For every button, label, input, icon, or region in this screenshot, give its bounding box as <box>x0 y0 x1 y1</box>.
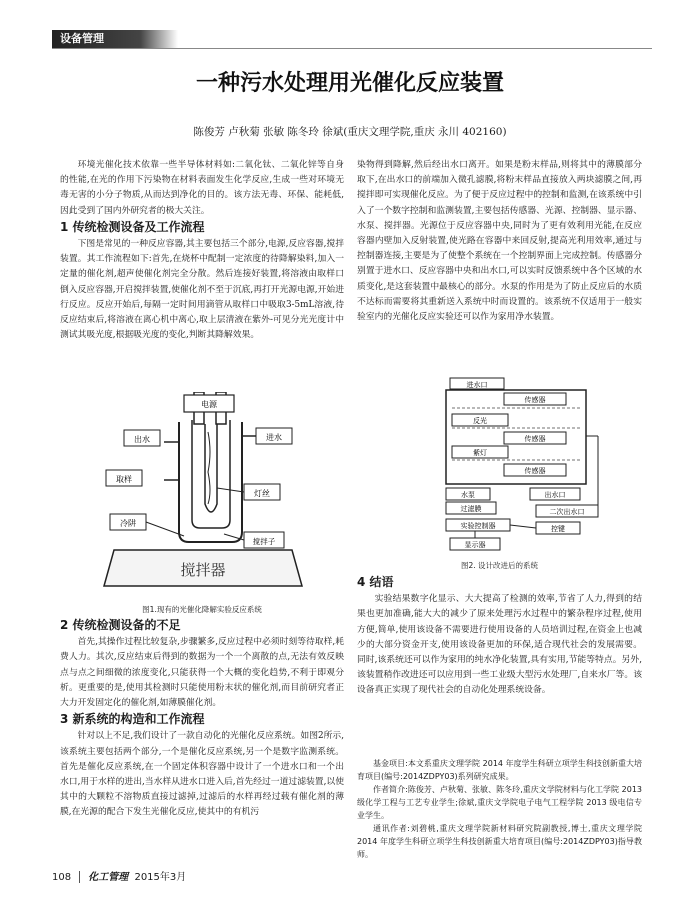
outer-vessel <box>179 422 242 542</box>
fig2-label-filter: 过滤膜 <box>460 505 482 513</box>
right-column-bottom <box>357 574 642 699</box>
fig2-label-second-outlet: 二次出水口 <box>549 508 585 516</box>
section-tab: 设备管理 <box>52 30 178 48</box>
author-bio: 作者简介:陈俊芳、卢秋菊、张敏、陈冬玲,重庆文学院材料与化工学院 2013 级化学工程与工艺专业学生;徐斌,重庆文学院电子电气工程学院 2013 级电信专业学生。 <box>357 785 642 820</box>
intro-paragraph: 环境光催化技术依靠一些半导体材料如:二氧化钛、二氧化锌等自身的性能,在光的作用下污染物在材料表面发生化学反应,生成一些对环境无毒无害的小分子物质,从而达到净化的目的。该方法无毒、环保、能耗低,因此受到了国内外研究者的极大关注。 <box>60 160 344 216</box>
left-column-top <box>60 158 344 343</box>
journal-name: 化工管理 <box>88 872 129 883</box>
footer-separator <box>79 871 80 883</box>
fig2-label-sensor-1: 传感器 <box>524 396 546 404</box>
section-2-text: 首先,其操作过程比较复杂,步骤繁多,反应过程中必须时刻等待取样,耗费人力。其次,反应结束后得到的数据为一个一个离散的点,无法有效反映点与点之间细微的浓度变化,只能获得一个大概的变化趋势,不利于即观分析。更重要的是,使用其检测时只能使用粉末状的催化剂,而目前研究者正大力开发固定化的催化剂,如薄膜催化剂。 <box>60 637 344 709</box>
figure-2-caption: 图2. 设计改进后的系统 <box>460 561 539 570</box>
section-4-text: 实验结果数字化显示、大大提高了检测的效率,节省了人力,得到的结果也更加准确,能大大的减少了原来处理污水过程中的繁杂程序过程,使用方便,简单,使用该设备不需要进行使用设备的人员培训过程,在资金上也减少的大部分资金开支,使用该设备更加的环保,适合现代社会的发展需要。同时,该系统还可以作为家用的纯水净化装置,具有实用,节能等特点。另外,该装置稍作改进还可以应用到一些工业级大型污水处理厂,自来水厂等。该设备真正实现了现代社会的自动化处理系统设备。 <box>357 594 642 696</box>
top-rule <box>52 48 652 49</box>
figure-1 <box>84 392 334 602</box>
article-title: 一种污水处理用光催化反应装置 <box>195 71 504 96</box>
fig2-label-stirrer: 控键 <box>551 525 565 533</box>
fig2-label-reflector: 反光 <box>473 417 487 425</box>
page-number: 108 <box>52 872 72 883</box>
lamp-filament <box>205 424 217 512</box>
fig2-label-controller: 实验控制器 <box>460 522 496 530</box>
fig2-label-sensor-3: 传感器 <box>524 467 546 475</box>
fig2-label-display: 显示器 <box>464 541 486 549</box>
fig2-label-inlet: 进水口 <box>466 381 488 389</box>
issue-date: 2015年3月 <box>134 872 187 883</box>
fig2-label-outlet: 出水口 <box>544 491 566 499</box>
page-footer <box>52 868 186 883</box>
fig2-label-pump: 水泵 <box>461 491 475 499</box>
section-3-heading: 3 新系统的构造和工作流程 <box>60 712 205 727</box>
figure-1-caption: 图1.现有的光催化降解实验反应系统 <box>142 605 262 614</box>
fig2-link-controller-stirrer <box>510 525 536 528</box>
section-1-heading: 1 传统检测设备及工作流程 <box>60 219 205 234</box>
right-column-top <box>357 158 642 325</box>
label-cool: 冷阱 <box>120 519 136 528</box>
section-3-text: 针对以上不足,我们设计了一款自动化的光催化反应系统。如图2所示,该系统主要包括两个部分,一个是催化反应系统,另一个是数字监测系统。首先是催化反应系统,在一个固定体积容器中设计了一个进水口和一个出水口,用于水样的进出,当水样从进水口进入后,首先经过一道过滤装置,以使其中的大颗粒不溶物质直接过滤掉,过滤后的水样再经过载有催化剂的薄膜,在光源的配合下发生光催化反应,使其中的有机污 <box>60 731 344 818</box>
fig2-label-sensor-2: 传感器 <box>524 435 546 443</box>
fund-notes <box>357 757 642 861</box>
section-2-heading: 2 传统检测设备的不足 <box>60 618 181 632</box>
figure-2-diagram <box>410 376 610 556</box>
label-stir-bar: 搅拌子 <box>252 537 276 546</box>
figure-1-diagram <box>84 392 334 602</box>
label-stirrer: 搅拌器 <box>180 561 226 579</box>
section-4-heading: 4 结语 <box>357 575 394 589</box>
label-lamp: 灯丝 <box>254 489 270 498</box>
section-1-text: 下图是常见的一种反应容器,其主要包括三个部分,电源,反应容器,搅拌装置。其工作流程如下:首先,在烧杯中配制一定浓度的待降解染料,加入一定量的催化剂,超声使催化剂完全分散。然后连接好装置,将溶液由取样口倒入反应容器,开启搅拌装置,使催化剂不至于沉底,再打开光源电源,开始进行反应。反应开始后,每隔一定时间用滴管从取样口中吸取3-5mL溶液,待反应结束后,将溶液在离心机中离心,取上层清液在紫外-可见分光光度计中测试其吸光度,根据吸光度的变化,判断其降解效果。 <box>60 239 344 341</box>
fig2-label-lamp: 紫灯 <box>473 449 487 457</box>
article-authors: 陈俊芳 卢秋菊 张敏 陈冬玲 徐斌(重庆文理学院,重庆 永川 402160) <box>193 126 507 138</box>
left-column-bottom <box>60 617 344 821</box>
label-inlet: 进水 <box>266 433 282 442</box>
corresponding-author: 通讯作者:刘碧桃,重庆文理学院新材料研究院副教授,博士,重庆文理学院 2014 年度学生科研立项学生科技创新重大培育项目(编号:2014ZDPY03)指导教师。 <box>357 824 642 859</box>
figure-2 <box>410 376 610 556</box>
label-sample: 取样 <box>116 475 132 484</box>
filament-coil <box>208 432 210 504</box>
fund-info: 基金项目:本文系重庆文理学院 2014 年度学生科研立项学生科技创新重大培育项目(编号:2014ZDPY03)系列研究成果。 <box>357 759 642 781</box>
label-power: 电源 <box>201 400 217 409</box>
label-outlet: 出水 <box>134 435 150 444</box>
continued-text: 染物得到降解,然后经出水口离开。如果是粉末样品,则将其中的薄膜部分取下,在出水口的前端加入微孔滤膜,将粉末样品直接放入两块滤膜之间,再搅拌即可实现催化反应。为了便于反应过程中的控制和监测,在该系统中引入了一个数字控制和监测装置,主要包括传感器、光源、控制器、显示器、水泵、搅拌器。光源位于反应容器中央,同时为了更有效利用光能,在反应容器内壁加入反射装置,使光路在容器中来回反射,提高光利用效率,通过与控制器连接,主要是为了使整个系统在一个控制界面上完成控制。传感器分别置于进水口、反应容器中央和出水口,可以实时反馈系统中各个区域的水质变化,是这套装置中最核心的部分。水泵的作用是为了防止反应后的水质不达标而需要将其重新送入系统中时而设置的。该系统不仅适用于一般实验室内的光催化反应实验还可以作为家用净水装置。 <box>357 160 642 323</box>
